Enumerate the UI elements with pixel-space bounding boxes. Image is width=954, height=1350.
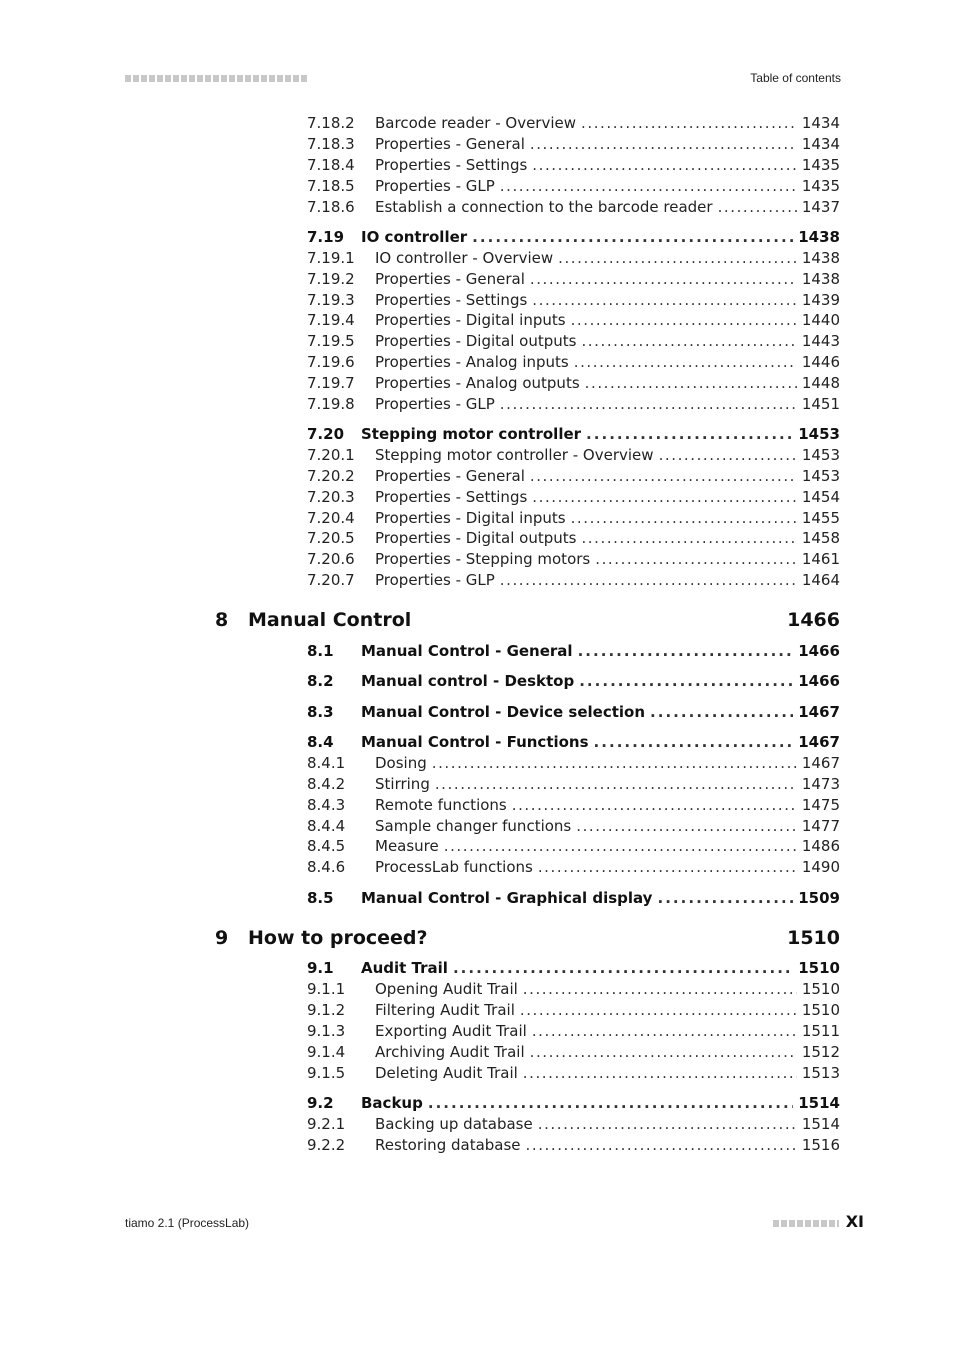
toc-entry-page: 1438 xyxy=(801,249,840,267)
toc-entry[interactable] xyxy=(0,467,954,487)
toc-entry-page: 1490 xyxy=(801,858,840,876)
toc-entry-page: 1438 xyxy=(801,270,840,288)
toc-entry-title: Properties - Digital inputs xyxy=(375,509,566,527)
dot-leader xyxy=(586,425,793,443)
toc-entry-number: 7.20.3 xyxy=(307,488,355,506)
dot-leader xyxy=(538,1115,797,1133)
toc-entry-number: 7.20.7 xyxy=(307,571,355,589)
toc-entry-page: 1453 xyxy=(798,425,840,443)
dot-leader xyxy=(526,1136,797,1154)
toc-entry-title: IO controller xyxy=(361,228,468,246)
dot-leader xyxy=(538,858,797,876)
toc-entry[interactable] xyxy=(0,1094,954,1114)
dot-leader xyxy=(581,529,796,547)
toc-entry-page: 1458 xyxy=(801,529,840,547)
toc-entry-number: 8 xyxy=(215,609,229,631)
toc-entry-title: Properties - General xyxy=(375,270,525,288)
toc-entry-title: Properties - GLP xyxy=(375,395,495,413)
toc-entry-number: 7.20.5 xyxy=(307,529,355,547)
toc-entry-number: 8.2 xyxy=(307,672,334,690)
toc-entry[interactable] xyxy=(0,374,954,394)
toc-entry-title: Manual Control - Functions xyxy=(361,733,589,751)
toc-entry-page: 1477 xyxy=(801,817,840,835)
toc-entry-page: 1464 xyxy=(801,571,840,589)
toc-entry-title: Properties - GLP xyxy=(375,177,495,195)
toc-entry[interactable] xyxy=(0,1136,954,1156)
toc-entry-title: Manual Control - Device selection xyxy=(361,703,646,721)
toc-entry[interactable] xyxy=(0,156,954,176)
toc-entry-title: Audit Trail xyxy=(361,959,448,977)
toc-entry-number: 7.19 xyxy=(307,228,345,246)
toc-entry-page: 1467 xyxy=(798,733,840,751)
toc-entry-title: Sample changer functions xyxy=(375,817,572,835)
dot-leader xyxy=(500,571,797,589)
dot-leader xyxy=(432,754,797,772)
toc-entry-title: Manual Control - Graphical display xyxy=(361,889,653,907)
footer-page-number: XI xyxy=(845,1212,864,1231)
toc-entry-title: IO controller - Overview xyxy=(375,249,554,267)
toc-entry-number: 7.20 xyxy=(307,425,345,443)
toc-entry[interactable] xyxy=(0,249,954,269)
toc-entry[interactable] xyxy=(0,609,954,629)
toc-entry-page: 1455 xyxy=(801,509,840,527)
toc-entry-page: 1451 xyxy=(801,395,840,413)
toc-entry[interactable] xyxy=(0,425,954,445)
toc-entry-page: 1439 xyxy=(801,291,840,309)
dot-leader xyxy=(530,270,797,288)
toc-entry-page: 1512 xyxy=(801,1043,840,1061)
toc-entry-number: 9 xyxy=(215,927,229,949)
toc-entry-number: 8.4.6 xyxy=(307,858,346,876)
toc-entry[interactable] xyxy=(0,332,954,352)
toc-entry-title: Restoring database xyxy=(375,1136,521,1154)
toc-entry-title: Properties - GLP xyxy=(375,571,495,589)
toc-entry[interactable] xyxy=(0,228,954,248)
dot-leader xyxy=(718,198,797,216)
toc-entry[interactable] xyxy=(0,311,954,331)
toc-entry-page: 1454 xyxy=(801,488,840,506)
toc-entry[interactable] xyxy=(0,446,954,466)
toc-entry[interactable] xyxy=(0,1064,954,1084)
toc-entry-page: 1509 xyxy=(798,889,840,907)
toc-entry[interactable] xyxy=(0,642,954,662)
toc-entry-page: 1453 xyxy=(801,467,840,485)
toc-entry-number: 7.19.2 xyxy=(307,270,355,288)
toc-entry-page: 1516 xyxy=(801,1136,840,1154)
toc-entry[interactable] xyxy=(0,353,954,373)
toc-entry-page: 1467 xyxy=(801,754,840,772)
toc-entry-title: Stepping motor controller - Overview xyxy=(375,446,654,464)
toc-entry-title: Manual Control xyxy=(248,609,412,631)
toc-entry[interactable] xyxy=(0,733,954,753)
toc-entry-page: 1510 xyxy=(801,980,840,998)
toc-entry-title: Dosing xyxy=(375,754,427,772)
toc-entry-title: Backup xyxy=(361,1094,423,1112)
toc-entry-number: 9.2.1 xyxy=(307,1115,346,1133)
toc-entry[interactable] xyxy=(0,672,954,692)
dot-leader xyxy=(532,291,797,309)
dot-leader xyxy=(571,311,797,329)
toc-entry-title: Properties - General xyxy=(375,467,525,485)
toc-entry-page: 1435 xyxy=(801,177,840,195)
toc-entry-page: 1438 xyxy=(798,228,840,246)
toc-entry-number: 7.20.2 xyxy=(307,467,355,485)
toc-entry-number: 8.4.4 xyxy=(307,817,346,835)
toc-entry-title: Stepping motor controller xyxy=(361,425,582,443)
dot-leader xyxy=(595,550,797,568)
toc-entry[interactable] xyxy=(0,198,954,218)
toc-entry-title: Archiving Audit Trail xyxy=(375,1043,525,1061)
toc-entry-page: 1440 xyxy=(801,311,840,329)
dot-leader xyxy=(650,703,793,721)
dot-leader xyxy=(428,1094,793,1112)
toc-entry-title: Properties - Analog outputs xyxy=(375,374,580,392)
toc-entry-title: How to proceed? xyxy=(248,927,428,949)
toc-entry-number: 7.19.7 xyxy=(307,374,355,392)
toc-entry-page: 1443 xyxy=(801,332,840,350)
toc-entry[interactable] xyxy=(0,114,954,134)
toc-entry-number: 8.5 xyxy=(307,889,334,907)
header-decoration xyxy=(125,75,307,82)
toc-entry[interactable] xyxy=(0,775,954,795)
footer-product: tiamo 2.1 (ProcessLab) xyxy=(125,1216,250,1230)
toc-entry-number: 7.19.3 xyxy=(307,291,355,309)
dot-leader xyxy=(500,177,797,195)
toc-entry-number: 7.18.4 xyxy=(307,156,355,174)
toc-entry-number: 9.2 xyxy=(307,1094,334,1112)
toc-entry-page: 1461 xyxy=(801,550,840,568)
toc-entry-title: Backing up database xyxy=(375,1115,533,1133)
toc-entry-number: 9.1.4 xyxy=(307,1043,346,1061)
toc-entry-number: 7.20.4 xyxy=(307,509,355,527)
toc-entry-number: 7.20.6 xyxy=(307,550,355,568)
toc-entry-title: Properties - Stepping motors xyxy=(375,550,591,568)
toc-entry-title: Manual Control - General xyxy=(361,642,573,660)
toc-entry-number: 7.19.8 xyxy=(307,395,355,413)
toc-entry-title: Remote functions xyxy=(375,796,507,814)
dot-leader xyxy=(435,775,797,793)
toc-entry-title: Properties - Settings xyxy=(375,488,528,506)
toc-entry[interactable] xyxy=(0,177,954,197)
toc-entry-number: 9.1.5 xyxy=(307,1064,346,1082)
toc-entry-page: 1486 xyxy=(801,837,840,855)
toc-entry[interactable] xyxy=(0,135,954,155)
toc-entry-title: Properties - Analog inputs xyxy=(375,353,569,371)
toc-entry[interactable] xyxy=(0,1115,954,1135)
toc-entry-number: 8.4.3 xyxy=(307,796,346,814)
toc-entry[interactable] xyxy=(0,395,954,415)
dot-leader xyxy=(530,1043,797,1061)
dot-leader xyxy=(523,1064,797,1082)
dot-leader xyxy=(581,332,796,350)
toc-entry[interactable] xyxy=(0,837,954,857)
dot-leader xyxy=(444,837,797,855)
toc-entry-title: Properties - Digital outputs xyxy=(375,332,577,350)
toc-entry-number: 7.19.1 xyxy=(307,249,355,267)
dot-leader xyxy=(659,446,797,464)
toc-entry-number: 7.19.5 xyxy=(307,332,355,350)
toc-entry-page: 1473 xyxy=(801,775,840,793)
toc-entry-number: 7.19.4 xyxy=(307,311,355,329)
toc-entry-title: Properties - Digital outputs xyxy=(375,529,577,547)
toc-entry-page: 1510 xyxy=(787,927,840,949)
toc-entry-page: 1514 xyxy=(798,1094,840,1112)
toc-entry[interactable] xyxy=(0,1022,954,1042)
dot-leader xyxy=(558,249,797,267)
toc-entry-title: Measure xyxy=(375,837,439,855)
dot-leader xyxy=(581,114,797,132)
toc-entry[interactable] xyxy=(0,796,954,816)
toc-entry[interactable] xyxy=(0,291,954,311)
dot-leader xyxy=(578,642,794,660)
toc-entry-title: Properties - Settings xyxy=(375,291,528,309)
toc-entry-page: 1510 xyxy=(801,1001,840,1019)
dot-leader xyxy=(453,959,793,977)
toc-entry-number: 9.1.3 xyxy=(307,1022,346,1040)
toc-entry-number: 8.4.5 xyxy=(307,837,346,855)
toc-entry-title: Barcode reader - Overview xyxy=(375,114,577,132)
toc-entry-title: Establish a connection to the barcode reader xyxy=(375,198,713,216)
toc-entry-title: Deleting Audit Trail xyxy=(375,1064,518,1082)
dot-leader xyxy=(530,135,797,153)
toc-entry-page: 1466 xyxy=(798,672,840,690)
toc-entry-page: 1434 xyxy=(801,135,840,153)
dot-leader xyxy=(520,1001,797,1019)
dot-leader xyxy=(571,509,797,527)
dot-leader xyxy=(574,353,797,371)
toc-entry-page: 1466 xyxy=(787,609,840,631)
dot-leader xyxy=(472,228,793,246)
toc-entry-number: 9.1.1 xyxy=(307,980,346,998)
toc-entry-page: 1475 xyxy=(801,796,840,814)
toc-entry[interactable] xyxy=(0,1043,954,1063)
dot-leader xyxy=(532,156,797,174)
toc-entry[interactable] xyxy=(0,550,954,570)
toc-entry-number: 7.18.5 xyxy=(307,177,355,195)
toc-entry-number: 9.1.2 xyxy=(307,1001,346,1019)
toc-entry-page: 1467 xyxy=(798,703,840,721)
toc-entry[interactable] xyxy=(0,927,954,947)
toc-entry-number: 8.4 xyxy=(307,733,334,751)
toc-entry-page: 1434 xyxy=(801,114,840,132)
toc-entry-number: 8.3 xyxy=(307,703,334,721)
toc-entry[interactable] xyxy=(0,754,954,774)
toc-entry-number: 7.19.6 xyxy=(307,353,355,371)
toc-entry-title: Manual control - Desktop xyxy=(361,672,575,690)
dot-leader xyxy=(530,467,797,485)
toc-entry[interactable] xyxy=(0,571,954,591)
toc-entry-number: 8.4.1 xyxy=(307,754,346,772)
dot-leader xyxy=(532,488,797,506)
toc-entry-title: Filtering Audit Trail xyxy=(375,1001,515,1019)
toc-entry-number: 7.18.3 xyxy=(307,135,355,153)
footer-decoration xyxy=(773,1220,839,1227)
dot-leader xyxy=(576,817,797,835)
toc-entry[interactable] xyxy=(0,959,954,979)
toc-entry-title: ProcessLab functions xyxy=(375,858,533,876)
toc-entry-page: 1448 xyxy=(801,374,840,392)
header-title: Table of contents xyxy=(750,71,841,85)
toc-entry-title: Exporting Audit Trail xyxy=(375,1022,527,1040)
toc-entry-number: 7.18.6 xyxy=(307,198,355,216)
toc-entry-page: 1466 xyxy=(798,642,840,660)
toc-entry[interactable] xyxy=(0,858,954,878)
toc-entry-page: 1435 xyxy=(801,156,840,174)
toc-entry[interactable] xyxy=(0,980,954,1000)
toc-entry[interactable] xyxy=(0,817,954,837)
toc-entry-number: 8.1 xyxy=(307,642,334,660)
toc-entry-page: 1511 xyxy=(801,1022,840,1040)
toc-entry-page: 1513 xyxy=(801,1064,840,1082)
toc-entry-page: 1446 xyxy=(801,353,840,371)
dot-leader xyxy=(532,1022,797,1040)
toc-entry-number: 7.18.2 xyxy=(307,114,355,132)
dot-leader xyxy=(594,733,794,751)
dot-leader xyxy=(500,395,797,413)
toc-entry-title: Properties - General xyxy=(375,135,525,153)
dot-leader xyxy=(657,889,793,907)
dot-leader xyxy=(585,374,797,392)
dot-leader xyxy=(579,672,793,690)
toc-entry[interactable] xyxy=(0,1001,954,1021)
dot-leader xyxy=(512,796,797,814)
toc-entry-number: 8.4.2 xyxy=(307,775,346,793)
toc-entry-page: 1453 xyxy=(801,446,840,464)
toc-entry[interactable] xyxy=(0,703,954,723)
toc-entry-title: Opening Audit Trail xyxy=(375,980,518,998)
toc-entry[interactable] xyxy=(0,509,954,529)
toc-entry[interactable] xyxy=(0,889,954,909)
toc-entry-page: 1510 xyxy=(798,959,840,977)
toc-entry-number: 9.1 xyxy=(307,959,334,977)
toc-entry-title: Stirring xyxy=(375,775,430,793)
toc-entry-title: Properties - Settings xyxy=(375,156,528,174)
toc-entry[interactable] xyxy=(0,488,954,508)
toc-entry-page: 1437 xyxy=(801,198,840,216)
toc-entry-number: 9.2.2 xyxy=(307,1136,346,1154)
dot-leader xyxy=(523,980,797,998)
toc-entry[interactable] xyxy=(0,529,954,549)
toc-entry-page: 1514 xyxy=(801,1115,840,1133)
toc-entry-number: 7.20.1 xyxy=(307,446,355,464)
toc-entry-title: Properties - Digital inputs xyxy=(375,311,566,329)
toc-entry[interactable] xyxy=(0,270,954,290)
